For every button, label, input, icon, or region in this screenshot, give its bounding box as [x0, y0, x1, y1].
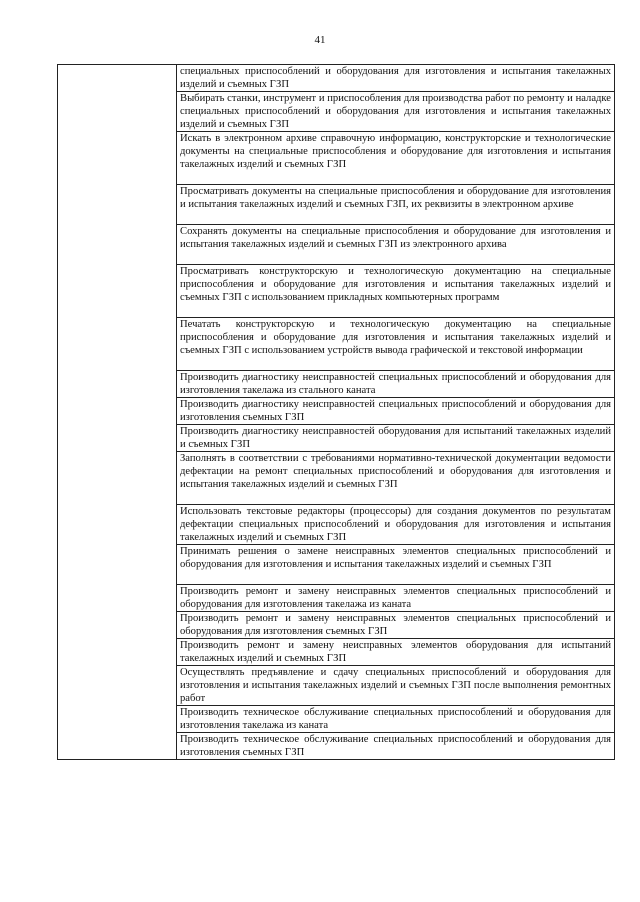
- skill-text: Выбирать станки, инструмент и приспособления для производства работ по ремонту и наладке специальных приспособлений и оборудования для изготовления и испытания такелажных изделий и съемных ГЗП: [180, 93, 611, 130]
- skill-text: Использовать текстовые редакторы (процессоры) для создания документов по результатам дефектации специальных приспособлений и оборудования для изготовления и испытания такелажных изделий и съемных ГЗП: [180, 506, 611, 543]
- skill-text: специальных приспособлений и оборудования для изготовления и испытания такелажных изделий и съемных ГЗП: [180, 66, 611, 90]
- skill-text: Заполнять в соответствии с требованиями нормативно-технической документации ведомости дефектации на ремонт специальных приспособлений и оборудования для изготовления и испытания такелажных изделий и съемных ГЗП: [180, 453, 611, 490]
- skill-cell: [177, 706, 615, 733]
- skill-cell: [177, 452, 615, 505]
- skill-text: Производить диагностику неисправностей оборудования для испытаний такелажных изделий и съемных ГЗП: [180, 426, 611, 450]
- skill-text: Производить ремонт и замену неисправных элементов специальных приспособлений и оборудования для изготовления съемных ГЗП: [180, 613, 611, 637]
- skill-cell: [177, 318, 615, 371]
- skill-cell: [177, 425, 615, 452]
- skill-cell: [177, 666, 615, 706]
- skill-text: Производить диагностику неисправностей специальных приспособлений и оборудования для изготовления такелажа из стального каната: [180, 372, 611, 396]
- skill-cell: [177, 585, 615, 612]
- skill-text: Искать в электронном архиве справочную информацию, конструкторские и технологические документы на специальные приспособления и оборудование для изготовления и испытания такелажных изделий и съемных ГЗП: [180, 133, 611, 170]
- skill-cell: [177, 225, 615, 265]
- skill-text: Просматривать конструкторскую и технологическую документацию на специальные приспособления и оборудование для изготовления и испытания такелажных изделий и съемных ГЗП с использованием прикладных компьютерных программ: [180, 266, 611, 303]
- skill-cell: [177, 639, 615, 666]
- skill-text: Производить техническое обслуживание специальных приспособлений и оборудования для изготовления съемных ГЗП: [180, 734, 611, 758]
- skill-text: Просматривать документы на специальные приспособления и оборудование для изготовления и испытания такелажных изделий и съемных ГЗП, их реквизиты в электронном архиве: [180, 186, 611, 210]
- skill-cell: [177, 65, 615, 92]
- page-number: 41: [314, 34, 326, 46]
- skill-text: Производить диагностику неисправностей специальных приспособлений и оборудования для изготовления съемных ГЗП: [180, 399, 611, 423]
- skill-cell: [177, 612, 615, 639]
- skill-text: Печатать конструкторскую и технологическую документацию на специальные приспособления и оборудование для изготовления и испытания такелажных изделий и съемных ГЗП с использованием устройств вывода графической и текстовой информации: [180, 319, 611, 356]
- table-row: [58, 65, 615, 92]
- skill-text: Производить ремонт и замену неисправных элементов оборудования для испытаний такелажных изделий и съемных ГЗП: [180, 640, 611, 664]
- skill-cell: [177, 185, 615, 225]
- skill-cell: [177, 265, 615, 318]
- left-column-cell: [58, 65, 177, 760]
- skill-text: Осуществлять предъявление и сдачу специальных приспособлений и оборудования для изготовления и испытания такелажных изделий и съемных ГЗП после выполнения ремонтных работ: [180, 667, 611, 704]
- skills-table: [57, 64, 615, 760]
- skill-text: Производить техническое обслуживание специальных приспособлений и оборудования для изготовления такелажа из каната: [180, 707, 611, 731]
- skill-cell: [177, 505, 615, 545]
- skill-cell: [177, 92, 615, 132]
- skill-text: Принимать решения о замене неисправных элементов специальных приспособлений и оборудования для изготовления и испытания такелажных изделий и съемных ГЗП: [180, 546, 611, 570]
- skill-cell: [177, 371, 615, 398]
- skill-cell: [177, 132, 615, 185]
- skill-text: Производить ремонт и замену неисправных элементов специальных приспособлений и оборудования для изготовления такелажа из каната: [180, 586, 611, 610]
- skill-cell: [177, 733, 615, 760]
- skill-cell: [177, 545, 615, 585]
- skill-text: Сохранять документы на специальные приспособления и оборудование для изготовления и испытания такелажных изделий и съемных ГЗП из электронного архива: [180, 226, 611, 250]
- skill-cell: [177, 398, 615, 425]
